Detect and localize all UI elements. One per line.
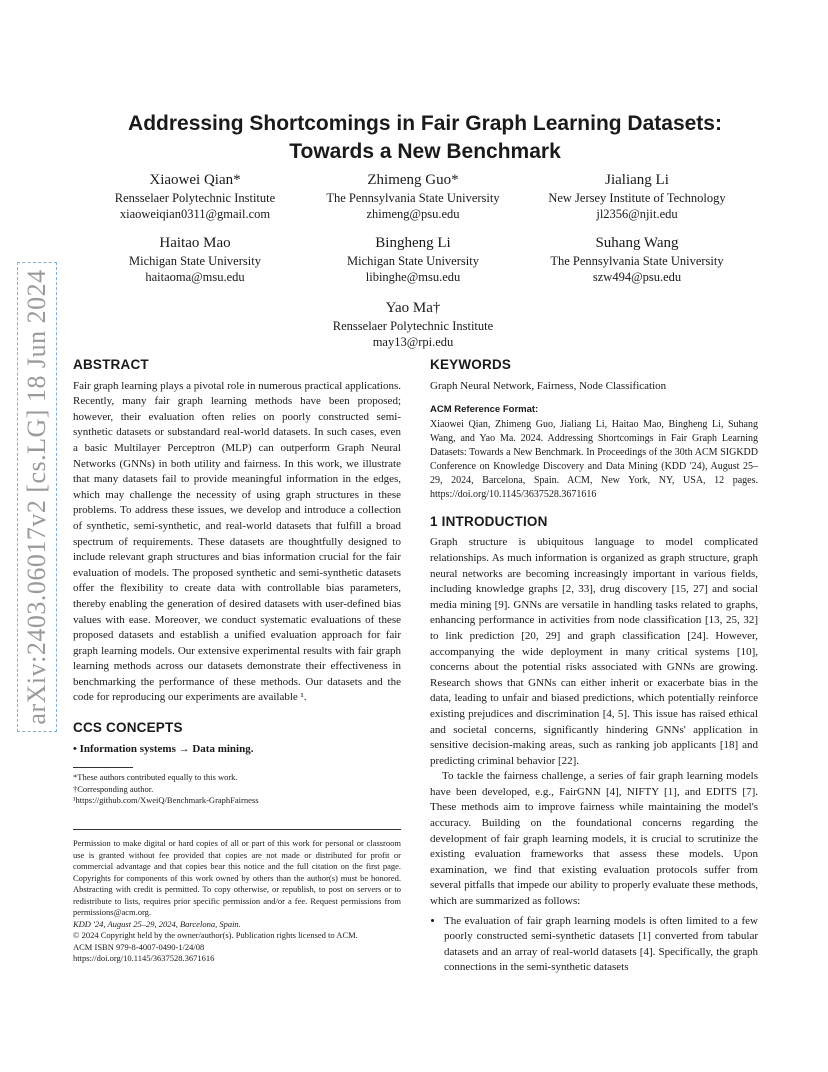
isbn-line: ACM ISBN 979-8-4007-0490-1/24/08 [73,941,205,952]
list-item: • The evaluation of fair graph learning models is often limited to a few poorly constructed semi-synthetic datasets [1] converted from tabular datasets and an array of real-world datasets [4]. Specifically, the graph connections in the semi-synthetic datasets [444,914,758,976]
author-name: Xiaowei Qian* [149,172,241,188]
author-email[interactable]: libinghe@msu.edu [365,270,461,284]
author-block [80,233,310,285]
conference-line: KDD '24, August 25–29, 2024, Barcelona, Spain. [73,918,241,929]
author-email[interactable]: may13@rpi.edu [372,335,454,349]
right-column [430,357,758,976]
author-block [298,233,528,285]
title-line-1: Addressing Shortcomings in Fair Graph Learning Datasets: [128,112,722,135]
title-line-2: Towards a New Benchmark [289,140,561,163]
author-name: Jialiang Li [605,172,669,188]
pitfall-list [430,914,758,976]
author-affiliation: Michigan State University [347,254,479,268]
intro-paragraph-1: Graph structure is ubiquitous language to model complicated relationships. As much information is organized as graph structure, graph neural networks are becoming increasingly important in various fields, including knowledge graphs [2, 33], drug discovery [15, 27] and social media mining [9]. GNNs are versatile in handling tasks related to graphs, enhancing performance in activities from node classification [13, 25, 32] to link prediction [20, 29] and graph classification [24]. However, accompanying the wide deployment in many critical systems [10], concerns about the potential risks associated with GNNs are growing. Research shows that GNNs can either inherit or exacerbate bias in the data, leading to unfair and biased predictions, which potentially reinforce existing prejudices and discrimination [4, 5]. This issue has raised ethical and societal concerns, significantly hindering GNNs' application in sensitive decision-making areas, such as ranking job applicants [18] and predicting criminal behavior [22]. [430,536,758,767]
author-email[interactable]: zhimeng@psu.edu [366,207,460,221]
author-name: Zhimeng Guo* [367,172,459,188]
doi-link[interactable]: https://doi.org/10.1145/3637528.3671616 [73,953,215,963]
author-block [522,170,752,222]
abstract-text: Fair graph learning plays a pivotal role in numerous practical applications. Recently, many fair graph learning methods have been proposed; however, their evaluation often relies on poorly constructed semi-synthetic datasets or substandard real-world datasets. In such cases, even a basic Multilayer Perceptron (MLP) can outperform Graph Neural Networks (GNNs) in both utility and fairness. In this work, we illustrate that many datasets fail to provide meaningful information in the edges, which may challenge the necessity of using graph structures in these problems. To address these issues, we develop and introduce a collection of synthetic, semi-synthetic, and real-world datasets that fulfill a broad spectrum of requirements. These datasets are thoughtfully designed to include relevant graph structures and bias information crucial for the fair evaluation of models. The proposed synthetic and semi-synthetic datasets offer the flexibility to create data with controllable bias parameters, thereby enabling the generation of desired datasets with user-defined bias values with ease. Moreover, we conduct systematic evaluations of these proposed datasets and establish a unified evaluation approach for fair graph learning models. Our extensive experimental results with fair graph learning methods across our datasets demonstrate their effectiveness in benchmarking the performance of these methods. Our datasets and the code for reproducing our experiments are available ¹. [73,379,401,704]
abstract-heading: ABSTRACT [73,357,149,372]
keywords-heading: KEYWORDS [430,357,512,372]
author-name: Yao Ma† [385,300,441,316]
acm-ref-text: Xiaowei Qian, Zhimeng Guo, Jialiang Li, Haitao Mao, Bingheng Li, Suhang Wang, and Yao Ma. 2024. Addressing Shortcomings in Fair Graph Learning Datasets: Towards a New Benchmark. In Proceedings of the 30th ACM SIGKDD Conference on Knowledge Discovery and Data Mining (KDD '24), August 25–29, 2024, Barcelona, Spain. ACM, New York, NY, USA, 12 pages. https://doi.org/10.1145/3637528.3671616 [430,418,758,500]
intro-paragraph-2: To tackle the fairness challenge, a series of fair graph learning models have been developed, e.g., FairGNN [4], NIFTY [1], and EDITS [7]. These methods aim to improve fairness while maintaining the model's accuracy. Building on the foundational concerns regarding the development of fair graph learning models, it is crucial to scrutinize the existing evaluation frameworks that assess these models. Upon examination, we find that existing evaluation protocols suffer from several pitfalls that impede our ability to properly evaluate these methods, which are summarized as follows: [430,770,758,908]
footnote-1: *These authors contributed equally to this work. [73,772,238,783]
keywords-text: Graph Neural Network, Fairness, Node Classification [430,379,667,392]
author-affiliation: Rensselaer Polytechnic Institute [332,319,494,333]
ccs-text: • Information systems → Data mining. [73,742,254,755]
ccs-heading: CCS CONCEPTS [73,720,183,736]
author-block [80,170,310,222]
author-affiliation: Michigan State University [129,254,261,268]
footnote-2: †Corresponding author. [73,783,154,794]
author-email[interactable]: szw494@psu.edu [592,270,682,284]
author-name: Bingheng Li [375,235,451,251]
author-name: Haitao Mao [159,235,231,251]
arxiv-id: arXiv:2403.06017v2 [cs.LG] 18 Jun 2024 [22,269,51,725]
author-affiliation: The Pennsylvania State University [550,254,724,268]
left-column [73,357,401,807]
copyright-line: © 2024 Copyright held by the owner/author(s). Publication rights licensed to ACM. [73,930,358,940]
author-email[interactable]: xiaoweiqian0311@gmail.com [119,207,271,221]
author-affiliation: New Jersey Institute of Technology [548,191,726,205]
footnote-divider [73,767,133,768]
author-name: Suhang Wang [595,235,679,251]
author-block [298,170,528,222]
author-block [298,298,528,350]
paper-title [90,110,760,166]
author-email[interactable]: jl2356@njit.edu [596,207,678,221]
acm-ref-heading: ACM Reference Format: [430,404,539,416]
author-affiliation: Rensselaer Polytechnic Institute [114,191,276,205]
author-block [522,233,752,285]
author-affiliation: The Pennsylvania State University [326,191,500,205]
permission-divider [73,829,401,830]
intro-heading: 1 INTRODUCTION [430,513,548,529]
permission-block [73,838,401,965]
footnote-3[interactable]: ¹https://github.com/XweiQ/Benchmark-GraphFairness [73,795,259,806]
arxiv-stamp [17,262,57,732]
permission-text: Permission to make digital or hard copies of all or part of this work for personal or classroom use is granted without fee provided that copies are not made or distributed for profit or commercial advantage and that copies bear this notice and the full citation on the first page. Copyrights for components of this work owned by others than the author(s) must be honored. Abstracting with credit is permitted. To copy otherwise, or republish, to post on servers or to redistribute to lists, requires prior specific permission and/or a fee. Request permissions from permissions@acm.org. [73,838,401,917]
author-email[interactable]: haitaoma@msu.edu [145,270,245,284]
